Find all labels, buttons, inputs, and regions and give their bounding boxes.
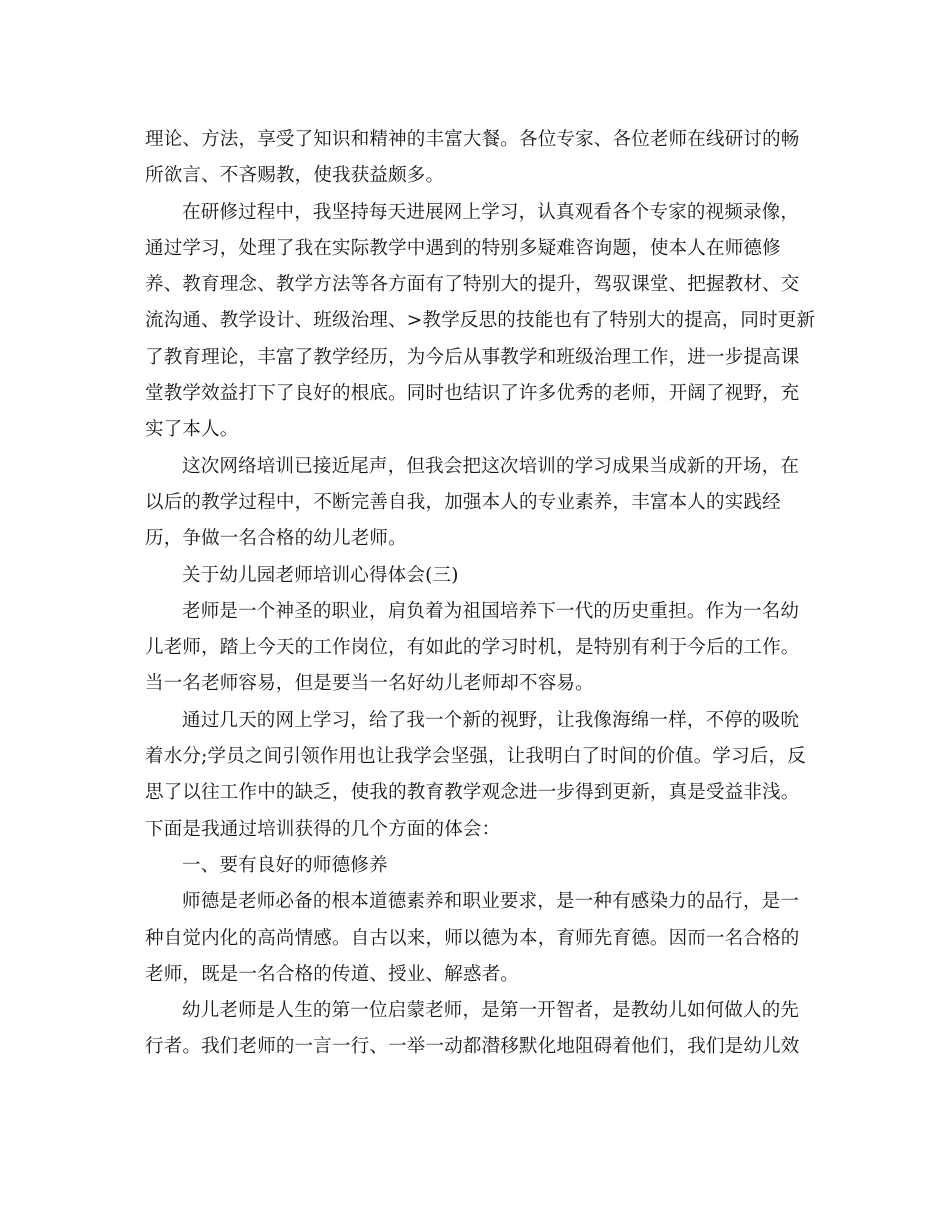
text-line: 老师，既是一名合格的传道、授业、解惑者。 — [145, 963, 520, 985]
text-line: 思了以往工作中的缺乏，使我的教育教学观念进一步得到更新，真是受益非浅。 — [145, 782, 800, 804]
text-line: 理论、方法，享受了知识和精神的丰富大餐。各位专家、各位老师在线研讨的畅 — [145, 129, 800, 150]
paragraph-first-line: 在研修过程中，我坚持每天进展网上学习，认真观看各个专家的视频录像， — [182, 201, 800, 223]
text-line: 着水分;学员之间引领作用也让我学会坚强，让我明白了时间的价值。学习后，反 — [145, 746, 806, 768]
paragraph-first-line: 关于幼儿园老师培训心得体会(三) — [182, 564, 459, 586]
text-line: 当一名老师容易，但是要当一名好幼儿老师却不容易。 — [145, 673, 594, 695]
text-line: 下面是我通过培训获得的几个方面的体会： — [145, 818, 501, 840]
paragraph-first-line: 老师是一个神圣的职业，肩负着为祖国培养下一代的历史重担。作为一名幼 — [182, 600, 800, 622]
text-line: 通过学习，处理了我在实际教学中遇到的特别多疑难咨询题，使本人在师德修 — [145, 237, 781, 259]
text-line: 历，争做一名合格的幼儿老师。 — [145, 528, 407, 550]
paragraph-first-line: 通过几天的网上学习，给了我一个新的视野，让我像海绵一样，不停的吸吮 — [182, 709, 800, 731]
text-line: 种自觉内化的高尚情感。自古以来，师以德为本，育师先育德。因而一名合格的 — [145, 927, 800, 949]
text-line: 堂教学效益打下了良好的根底。同时也结识了许多优秀的老师，开阔了视野，充 — [145, 383, 800, 405]
paragraph-first-line: 一、要有良好的师德修养 — [182, 854, 388, 876]
text-line: 流沟通、教学设计、班级治理、>教学反思的技能也有了特别大的提高，同时更新 — [145, 310, 816, 332]
text-line: 所欲言、不吝赐教，使我获益颇多。 — [145, 165, 445, 187]
text-line: 行者。我们老师的一言一行、一举一动都潜移默化地阻碍着他们，我们是幼儿效 — [145, 1036, 800, 1058]
text-line: 实了本人。 — [145, 419, 239, 441]
paragraph-first-line: 幼儿老师是人生的第一位启蒙老师，是第一开智者，是教幼儿如何做人的先 — [182, 1000, 800, 1022]
document-body — [145, 122, 816, 1066]
paragraph-first-line: 师德是老师必备的根本道德素养和职业要求，是一种有感染力的品行，是一 — [182, 891, 800, 913]
paragraph-first-line: 这次网络培训已接近尾声，但我会把这次培训的学习成果当成新的开场，在 — [182, 455, 800, 477]
text-line: 养、教育理念、教学方法等各方面有了特别大的提升，驾驭课堂、把握教材、交 — [145, 274, 800, 296]
text-line: 以后的教学过程中，不断完善自我，加强本人的专业素养，丰富本人的实践经 — [145, 491, 781, 513]
text-line: 儿老师，踏上今天的工作岗位，有如此的学习时机，是特别有利于今后的工作。 — [145, 637, 800, 659]
text-line: 了教育理论，丰富了教学经历，为今后从事教学和班级治理工作，进一步提高课 — [145, 346, 800, 368]
